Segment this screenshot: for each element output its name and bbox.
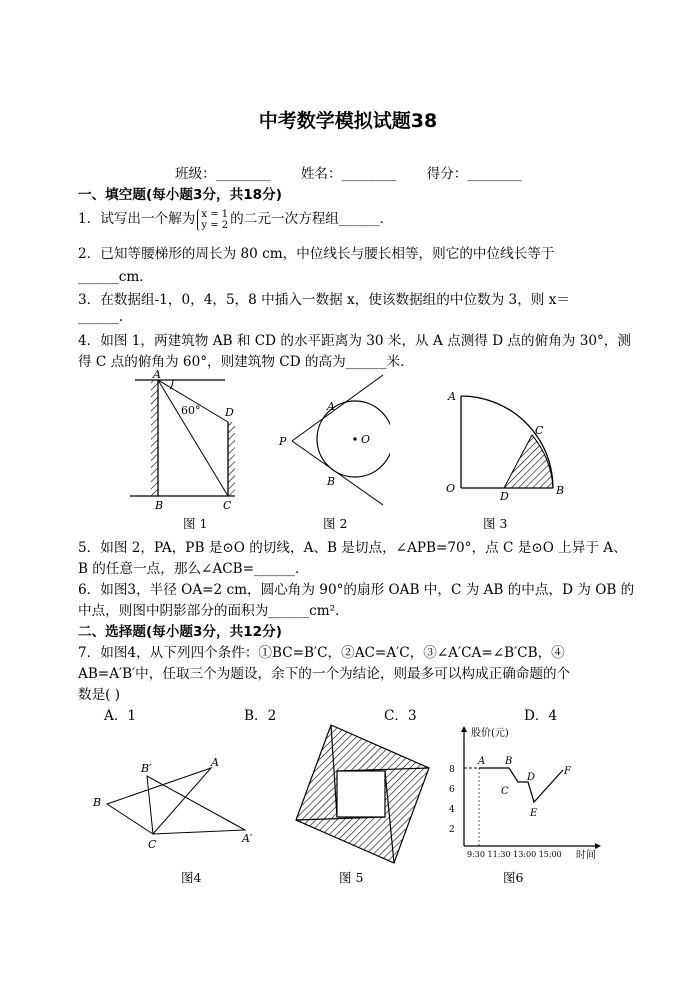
question-7-line2: AB=A′B′中，任取三个为题设，余下的一个为结论，则最多可以构成正确命题的个: [78, 666, 571, 682]
fig1-label-d: D: [225, 406, 234, 419]
fig3-label-a: A: [448, 390, 456, 403]
fig6-ytick-6: 6: [449, 785, 455, 795]
figure-3: [440, 382, 575, 502]
question-2-line1: 2．已知等腰梯形的周长为 80 cm，中位线长与腰长相等，则它的中位线长等于: [78, 246, 555, 262]
fig6-label-a: A: [478, 756, 486, 767]
class-field[interactable]: 班级：________: [175, 166, 271, 182]
fig6-label-e: E: [530, 808, 538, 819]
fig6-label-d: D: [527, 772, 536, 783]
score-field[interactable]: 得分：________: [426, 166, 522, 182]
equation-system: [197, 209, 228, 231]
figure-2: [275, 375, 390, 505]
fig4-label-c: C: [148, 838, 157, 851]
fig6-label-f: F: [564, 766, 571, 777]
q1-text-post: 的二元一次方程组______．: [230, 211, 394, 227]
question-5-line2: B 的任意一点，那么∠ACB=______.: [78, 561, 300, 577]
choice-d[interactable]: D．4: [524, 708, 558, 724]
fig3-label-c: C: [535, 424, 544, 437]
question-5-line1: 5．如图 2，PA，PB 是⊙O 的切线，A、B 是切点，∠APB=70°，点 C 是⊙O 上异于 A、: [78, 540, 627, 556]
choice-a[interactable]: A．1: [104, 708, 137, 724]
fig6-label-c: C: [501, 786, 509, 797]
question-1: [78, 207, 393, 231]
figure-3-caption: 图 3: [483, 516, 508, 531]
figure-1: [125, 366, 240, 511]
choice-c[interactable]: C．3: [384, 708, 417, 724]
figure-6-caption: 图6: [503, 870, 524, 885]
figure-5: [293, 722, 433, 864]
figure-1-caption: 图 1: [183, 516, 208, 531]
choice-b[interactable]: B．2: [244, 708, 277, 724]
fig2-label-o: O: [361, 433, 371, 446]
fig1-label-a: A: [153, 368, 161, 381]
fig4-label-b-prime: B′: [141, 762, 152, 775]
fig4-label-b: B: [93, 796, 102, 809]
fig1-label-b: B: [155, 499, 164, 511]
fig6-x-ticks: 9:30 11:30 13:00 15:00: [467, 850, 562, 859]
fig2-label-a: A: [327, 400, 335, 413]
question-6-line2: 中点，则图中阴影部分的面积为______cm².: [78, 603, 340, 619]
question-4-line2: 得 C 点的俯角为 60°，则建筑物 CD 的高为______米．: [78, 354, 414, 370]
question-4-line1: 4．如图 1，两建筑物 AB 和 CD 的水平距离为 30 米，从 A 点测得 D 点的俯角为 30°，测: [78, 333, 631, 349]
fig2-label-b: B: [327, 475, 336, 488]
section-2-heading: 二、选择题(每小题3分，共12分): [78, 624, 282, 640]
figure-5-caption: 图 5: [339, 870, 364, 885]
question-3-line2: ______.: [78, 309, 124, 325]
question-3-line1: 3．在数据组-1，0，4，5，8 中插入一数据 x，使该数据组的中位数为 3，则 x＝: [78, 292, 570, 308]
fig6-y-axis-label: 股价(元): [471, 728, 509, 739]
fig6-label-b: B: [505, 756, 513, 767]
figure-4: [85, 750, 260, 860]
fig6-ytick-8: 8: [449, 765, 455, 775]
fig4-label-a-prime: A′: [242, 832, 253, 845]
figure-4-caption: 图4: [181, 870, 202, 885]
name-field[interactable]: 姓名：________: [300, 166, 396, 182]
figure-2-caption: 图 2: [323, 516, 348, 531]
question-7-line1: 7．如图4，从下列四个条件：①BC=B′C，②AC=A′C，③∠A′CA=∠B′CB，④: [78, 645, 565, 661]
question-2-line2: ______cm．: [78, 269, 153, 285]
q1-text-pre: 1．试写出一个解为: [78, 211, 196, 227]
q1-eq2: y = 2: [201, 219, 229, 231]
page-title: 中考数学模拟试题38: [258, 110, 438, 132]
fig1-angle: 60°: [181, 404, 201, 417]
fig4-label-a: A: [211, 756, 219, 769]
fig1-label-c: C: [223, 499, 232, 511]
section-1-heading: 一、填空题(每小题3分，共18分): [78, 187, 282, 203]
question-7-line3: 数是( ): [78, 687, 121, 703]
fig6-ytick-2: 2: [449, 825, 455, 835]
figure-6: [445, 724, 605, 860]
q1-eq1: x = 1: [201, 208, 229, 220]
fig6-x-axis-label: 时间: [576, 850, 596, 860]
fig3-label-d: D: [500, 490, 509, 502]
fig3-label-b: B: [556, 484, 565, 497]
question-6-line1: 6．如图3，半径 OA=2 cm，圆心角为 90°的扇形 OAB 中，C 为 AB 的中点，D 为 OB 的: [78, 582, 635, 598]
fig6-ytick-4: 4: [449, 805, 455, 815]
student-info: [175, 162, 522, 182]
fig3-label-o: O: [446, 482, 456, 495]
fig2-label-p: P: [279, 435, 287, 448]
